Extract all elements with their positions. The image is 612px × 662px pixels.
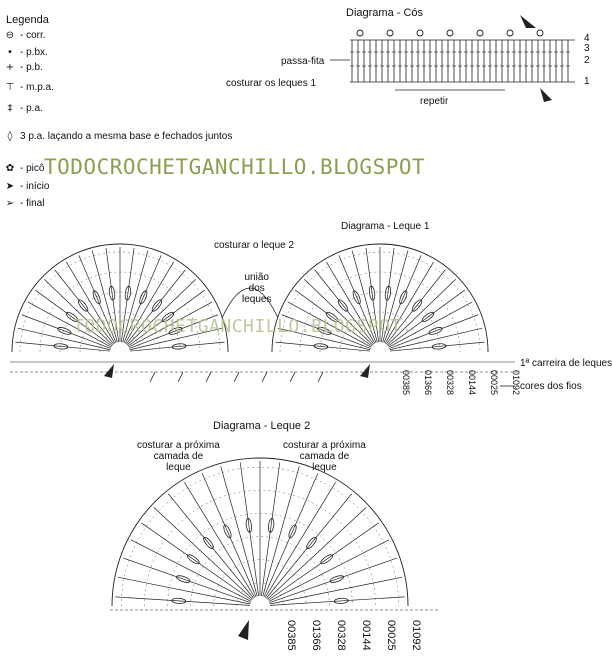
picot-icon bbox=[477, 30, 483, 36]
legend-label: - picô bbox=[20, 163, 45, 174]
start-arrow-icon bbox=[360, 364, 370, 378]
fan2-stitch-spoke bbox=[266, 494, 351, 599]
fan2-title: Diagrama - Leque 2 bbox=[213, 420, 311, 432]
color-code-label: 00025 bbox=[385, 620, 397, 651]
legend-label: 3 p.a. laçando a mesma base e fechados juntos bbox=[20, 131, 233, 142]
color-code-label: 00144 bbox=[467, 370, 477, 396]
fan2-stitch-spoke bbox=[267, 507, 366, 599]
picot-icon bbox=[387, 30, 393, 36]
fan1-join-mark bbox=[150, 372, 155, 382]
start-arrow-icon bbox=[540, 88, 552, 102]
waistband-sew-label: costurar os leques 1 bbox=[226, 78, 317, 89]
legend-label: - p.a. bbox=[20, 103, 43, 114]
first-row-label: 1ª carreira de leques bbox=[520, 358, 612, 369]
double-crochet-icon: ‡ bbox=[7, 103, 13, 114]
picot-icon: ✿ bbox=[5, 163, 15, 174]
fan2-stitch-spoke bbox=[268, 523, 379, 600]
fan2-stitch-spoke bbox=[168, 494, 253, 599]
fan2-stitch-spoke bbox=[264, 473, 318, 597]
picot-icon bbox=[357, 30, 363, 36]
fan1-sew-label: costurar o leque 2 bbox=[214, 240, 295, 251]
fan2-stitch-spoke bbox=[270, 597, 405, 605]
yarn-colors-label: cores dos fios bbox=[520, 381, 582, 392]
picot-icon bbox=[507, 30, 513, 36]
fan2-stitch-spoke bbox=[221, 466, 258, 596]
passa-fita-label: passa-fita bbox=[281, 56, 325, 67]
fan1-join-mark bbox=[234, 372, 239, 382]
legend-label: - corr. bbox=[20, 30, 46, 41]
fan2-stitch-spoke bbox=[184, 482, 254, 597]
waistband-title: Diagrama - Cós bbox=[346, 7, 424, 19]
color-code-label: 01092 bbox=[410, 620, 422, 651]
start-arrow-icon: ➤ bbox=[5, 181, 15, 192]
legend-title: Legenda bbox=[6, 14, 49, 26]
color-code-label: 00328 bbox=[445, 370, 455, 396]
fan1-title: Diagrama - Leque 1 bbox=[341, 221, 430, 232]
picot-icon bbox=[417, 30, 423, 36]
legend-label: - final bbox=[20, 198, 45, 209]
legend-label: - início bbox=[20, 181, 50, 192]
color-code-label: 00385 bbox=[401, 370, 411, 396]
fan2-stitch-spoke bbox=[123, 558, 250, 603]
single-crochet-icon: + bbox=[5, 62, 15, 73]
fan2-left-note: costurar a próxima camada de leque bbox=[137, 440, 220, 473]
row-number-3: 3 bbox=[584, 43, 590, 54]
fan2-stitch-spoke bbox=[240, 462, 258, 596]
fan2-stitch-spoke bbox=[115, 597, 250, 605]
color-code-label: 01366 bbox=[310, 620, 322, 651]
fan1-join-mark bbox=[206, 372, 211, 382]
color-code-label: 00328 bbox=[335, 620, 347, 651]
color-code-label: 00144 bbox=[360, 620, 372, 651]
row-number-2: 2 bbox=[584, 55, 590, 66]
watermark-top: TODOCROCHETGANCHILLO.BLOGSPOT bbox=[44, 155, 426, 179]
legend-label: - p.bx. bbox=[20, 47, 48, 58]
picot-icon bbox=[537, 30, 543, 36]
row-number-4: 4 bbox=[584, 33, 590, 44]
slip-stitch-icon: • bbox=[7, 47, 13, 58]
chain-icon: ⊖ bbox=[5, 30, 15, 41]
row-number-1: 1 bbox=[584, 76, 590, 87]
half-double-crochet-icon: ⊤ bbox=[5, 82, 15, 93]
end-arrow-icon: ➢ bbox=[5, 198, 15, 209]
fan1-join-mark bbox=[262, 372, 267, 382]
color-code-label: 00385 bbox=[285, 620, 297, 651]
fan2-stitch-spoke bbox=[261, 462, 279, 596]
fan1-join-mark bbox=[318, 372, 323, 382]
color-code-label: 01366 bbox=[423, 370, 433, 396]
color-code-label: 01092 bbox=[511, 370, 521, 396]
end-arrow-icon bbox=[520, 15, 536, 28]
fan2-stitch-spoke bbox=[269, 558, 396, 603]
fan2-stitch-spoke bbox=[265, 482, 335, 597]
fan2-right-note: costurar a próxima camada de leque bbox=[283, 440, 366, 473]
repeat-label: repetir bbox=[420, 96, 449, 107]
picot-icon bbox=[447, 30, 453, 36]
fan-union-label: união dos leques bbox=[242, 272, 272, 305]
fan1-join-mark bbox=[290, 372, 295, 382]
fan2-stitch-spoke bbox=[263, 466, 300, 596]
fan2-stitch-spoke bbox=[154, 507, 253, 599]
cluster-icon: ◊ bbox=[7, 131, 13, 142]
legend-label: - p.b. bbox=[20, 62, 43, 73]
fan2-stitch-spoke bbox=[141, 523, 252, 600]
fan2-stitch-spoke bbox=[202, 473, 256, 597]
start-arrow-icon bbox=[238, 620, 249, 640]
start-arrow-icon bbox=[104, 364, 114, 378]
legend-label: - m.p.a. bbox=[20, 82, 54, 93]
fan1-join-mark bbox=[178, 372, 183, 382]
watermark-middle: TODOCROCHETGANCHILLO.BLOGSPOT. bbox=[73, 316, 414, 337]
color-code-label: 00025 bbox=[489, 370, 499, 396]
